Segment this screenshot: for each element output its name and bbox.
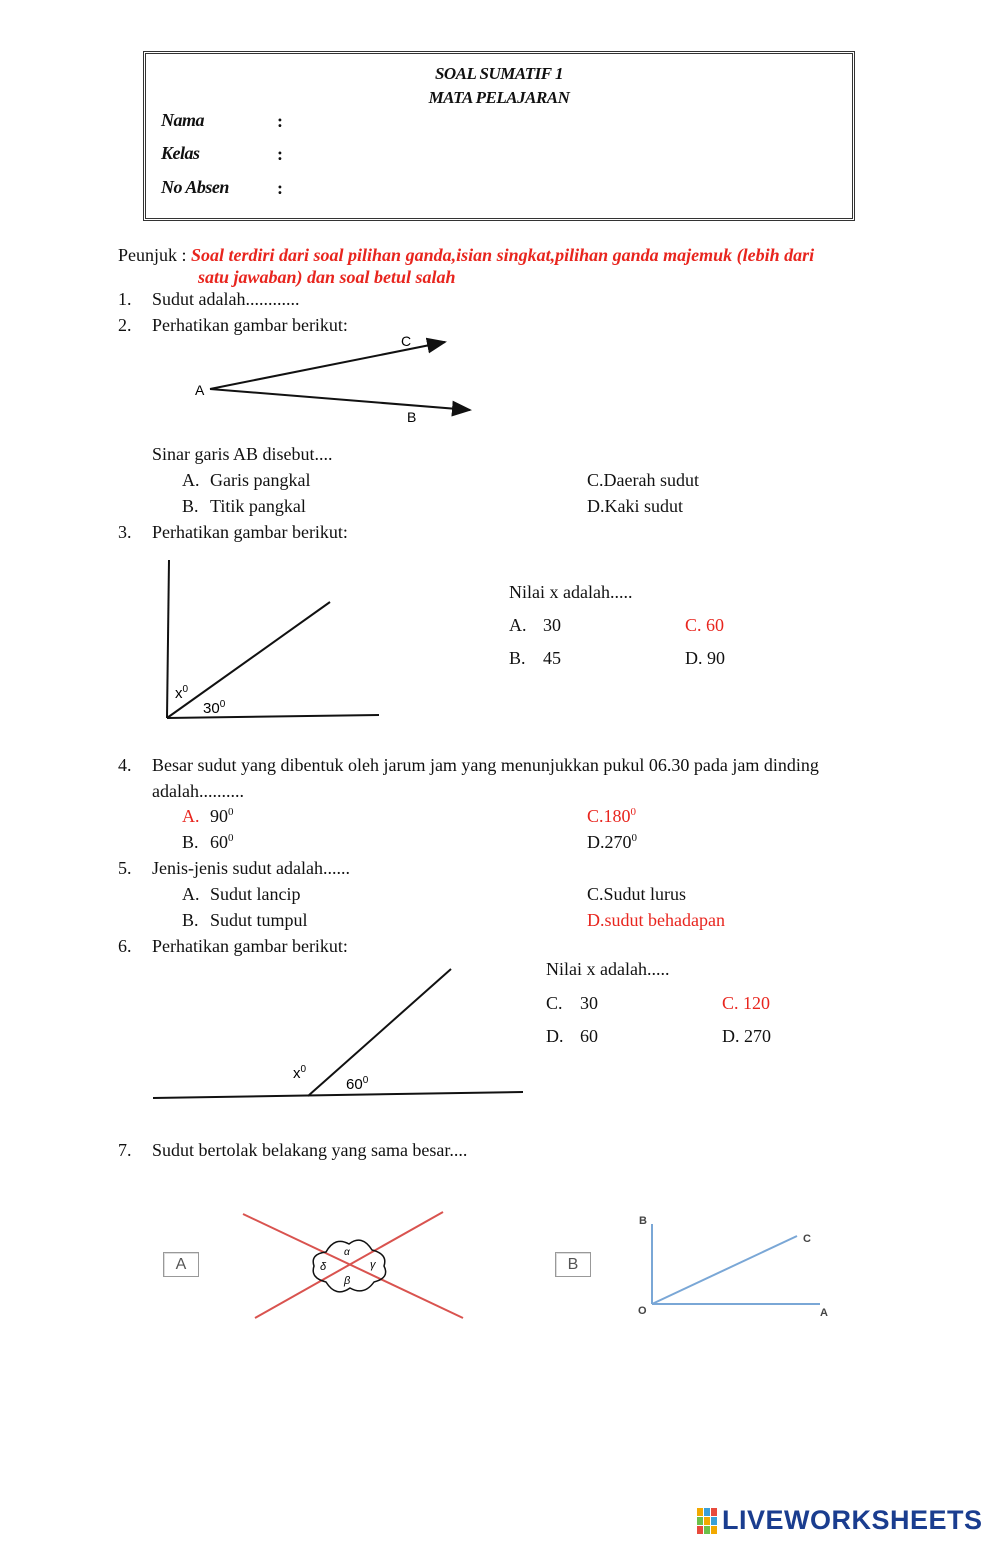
q4-option-c: C.180$^0$ — [587, 806, 637, 826]
q3-label-x: $x^0$ — [175, 684, 189, 702]
q5-option-a: Sudut lancip — [210, 884, 301, 904]
cross-line-2 — [255, 1212, 443, 1318]
q6-option-d1-letter: D. — [546, 1026, 564, 1046]
q2-number: 2. — [118, 315, 132, 335]
header-subtitle: MATA PELAJARAN — [428, 88, 570, 107]
field-colon-absen: : — [277, 178, 283, 198]
cross-line-1 — [243, 1214, 463, 1318]
instruction-line2: satu jawaban) dan soal betul salah — [198, 267, 456, 287]
q3-prompt: Nilai x adalah..... — [509, 582, 633, 602]
q7-choice-a-button[interactable]: A — [163, 1252, 199, 1277]
greek-alpha: α — [344, 1247, 350, 1258]
q7-number: 7. — [118, 1140, 132, 1160]
q5-option-c: C.Sudut lurus — [587, 884, 687, 904]
q3-option-b: 45 — [543, 648, 561, 668]
field-colon-nama: : — [277, 111, 283, 131]
q2-ray-figure — [180, 328, 490, 428]
q1-text: Sudut adalah............ — [152, 289, 300, 309]
q6-text: Perhatikan gambar berikut: — [152, 936, 348, 956]
q3-option-c: C. 60 — [685, 615, 725, 635]
q4-text: Besar sudut yang dibentuk oleh jarum jam yang menunjukkan pukul 06.30 pada jam dinding — [152, 755, 819, 775]
field-label-kelas: Kelas — [161, 143, 200, 163]
q6-prompt: Nilai x adalah..... — [546, 959, 670, 979]
ray-ac — [210, 342, 445, 389]
q1-number: 1. — [118, 289, 132, 309]
greek-beta: β — [344, 1275, 351, 1287]
q5-option-d: D.sudut behadapan — [587, 910, 725, 930]
ray-ab — [210, 389, 470, 410]
q3-diagonal-line — [167, 602, 330, 718]
q4-option-a: $90^0$ — [210, 806, 234, 826]
q6-option-d2: D. 270 — [722, 1026, 771, 1046]
q3-label-30: $30^0$ — [203, 699, 226, 717]
q3-option-a: 30 — [543, 615, 561, 635]
q2-option-b: Titik pangkal — [210, 496, 306, 516]
label-b: B — [407, 409, 417, 425]
q5-option-a-letter: A. — [182, 884, 200, 904]
instruction-line1 — [118, 245, 814, 267]
label-c2: C — [803, 1233, 811, 1245]
q7-figure-b — [630, 1210, 840, 1325]
q6-straight-line — [153, 1092, 523, 1098]
label-a2: A — [820, 1307, 828, 1319]
label-a: A — [195, 382, 205, 398]
q7-text: Sudut bertolak belakang yang sama besar.... — [152, 1140, 468, 1160]
q2-prompt: Sinar garis AB disebut.... — [152, 444, 333, 464]
greek-gamma: γ — [370, 1259, 376, 1271]
q3-horizontal-line — [167, 715, 379, 718]
q6-option-c1: 30 — [580, 993, 598, 1013]
liveworksheets-brand: LIVEWORKSHEETS — [722, 1505, 983, 1535]
q3-option-b-letter: B. — [509, 648, 526, 668]
q3-option-d: D. 90 — [685, 648, 725, 668]
label-c: C — [401, 333, 412, 349]
q5-number: 5. — [118, 858, 132, 878]
label-o2: O — [638, 1305, 647, 1317]
greek-delta: δ — [320, 1261, 327, 1273]
q4-option-d: D.270$^0$ — [587, 832, 637, 852]
q2-option-c: C.Daerah sudut — [587, 470, 699, 490]
q2-option-d: D.Kaki sudut — [587, 496, 683, 516]
q3-text: Perhatikan gambar berikut: — [152, 522, 348, 542]
q6-label-60: $60^0$ — [346, 1075, 369, 1093]
q4-text-cont: adalah.......... — [152, 781, 244, 801]
field-colon-kelas: : — [277, 144, 283, 164]
q4-option-b: $60^0$ — [210, 832, 234, 852]
q3-number: 3. — [118, 522, 132, 542]
q6-label-x: $x^0$ — [293, 1064, 307, 1082]
q6-angle-figure — [150, 962, 530, 1107]
q4-option-a-letter: A. — [182, 806, 200, 826]
q2-option-a-letter: A. — [182, 470, 200, 490]
field-label-absen: No Absen — [161, 177, 229, 197]
header-box — [143, 51, 855, 221]
field-label-nama: Nama — [161, 110, 204, 130]
q7-figure-a — [240, 1208, 470, 1323]
q4-number: 4. — [118, 755, 132, 775]
q6-option-c2: C. 120 — [722, 993, 771, 1013]
q3-option-a-letter: A. — [509, 615, 527, 635]
liveworksheets-logo-icon — [697, 1508, 719, 1534]
ray-oc — [652, 1236, 797, 1304]
q6-option-c1-letter: C. — [546, 993, 563, 1013]
label-b2: B — [639, 1215, 647, 1227]
q7-choice-b-button[interactable]: B — [555, 1252, 591, 1277]
q5-option-b-letter: B. — [182, 910, 199, 930]
q5-option-b: Sudut tumpul — [210, 910, 308, 930]
q5-text: Jenis-jenis sudut adalah...... — [152, 858, 350, 878]
instruction-text: Soal terdiri dari soal pilihan ganda,isian singkat,pilihan ganda majemuk (lebih dari — [191, 245, 815, 265]
q2-text: Perhatikan gambar berikut: — [152, 315, 348, 335]
q6-number: 6. — [118, 936, 132, 956]
q2-option-b-letter: B. — [182, 496, 199, 516]
header-title: SOAL SUMATIF 1 — [434, 64, 564, 83]
instruction-prefix: Peunjuk : — [118, 245, 192, 265]
q4-option-b-letter: B. — [182, 832, 199, 852]
q2-option-a: Garis pangkal — [210, 470, 311, 490]
q3-angle-figure — [150, 555, 390, 730]
q6-option-d1: 60 — [580, 1026, 598, 1046]
q3-vertical-line — [167, 560, 169, 718]
q6-diagonal-line — [308, 969, 451, 1096]
